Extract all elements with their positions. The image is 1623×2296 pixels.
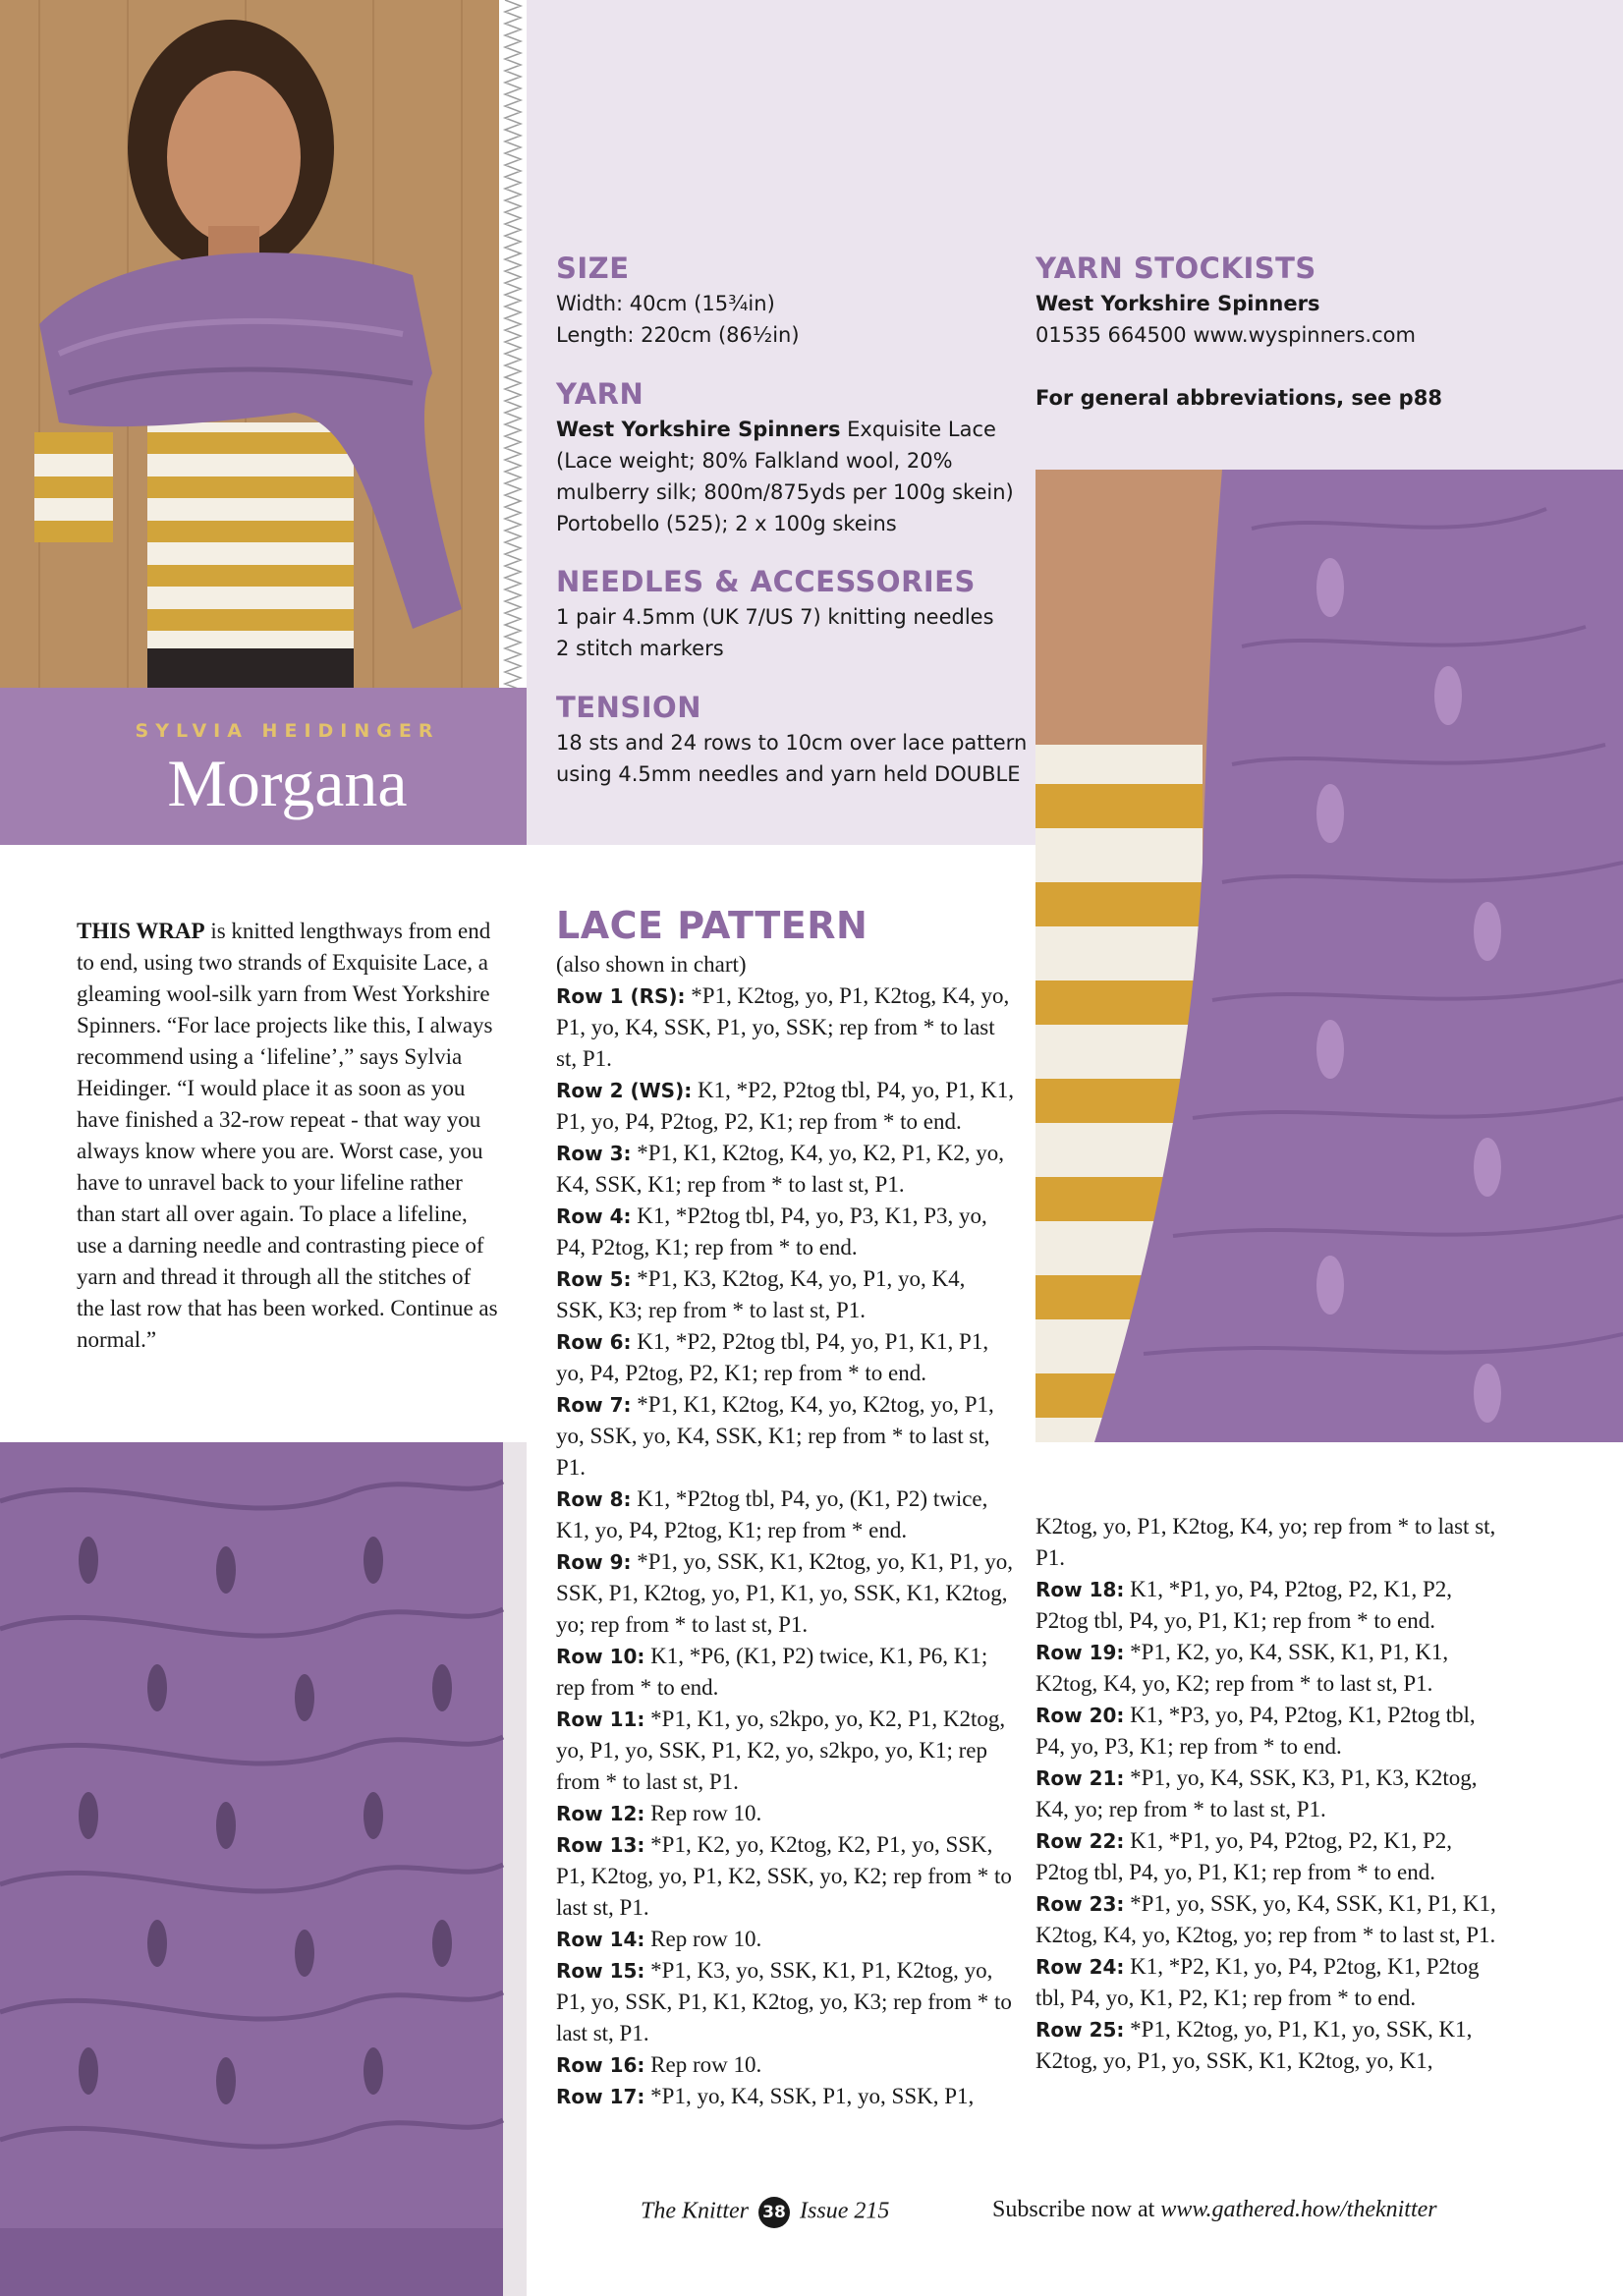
pattern-row	[1035, 1951, 1497, 2014]
pattern-row	[1035, 1637, 1497, 1700]
yarn-product: Exquisite Lace	[840, 418, 996, 441]
pattern-row	[556, 1138, 1018, 1201]
row-instructions: Rep row 10.	[644, 1927, 762, 1951]
lace-subheading: (also shown in chart)	[556, 952, 747, 977]
lace-pattern-heading: LACE PATTERN	[556, 904, 868, 947]
row-instructions: K1, *P1, yo, P4, P2tog, P2, K1, P2, P2tog tbl, P4, yo, P1, K1; rep from * to end.	[1035, 1828, 1452, 1884]
pattern-row	[1035, 1763, 1497, 1825]
tension-line-1: 18 sts and 24 rows to 10cm over lace pattern	[556, 731, 1028, 755]
row-label: Row 21:	[1035, 1766, 1125, 1790]
intro-lead: THIS WRAP	[77, 919, 205, 943]
pattern-row	[556, 1263, 1018, 1326]
lace-column-1	[556, 949, 1018, 2112]
row-instructions: *P1, K1, K2tog, K4, yo, K2tog, yo, P1, yo, SSK, yo, K4, SSK, K1; rep from * to last st, P1.	[556, 1392, 994, 1480]
row-label: Row 15:	[556, 1959, 645, 1983]
lace-column-2	[1035, 1511, 1497, 2077]
row-instructions: Rep row 10.	[644, 2052, 762, 2077]
tension-heading: TENSION	[556, 691, 701, 724]
size-width: Width: 40cm (15¾in)	[556, 292, 775, 315]
stockist-contact: 01535 664500 www.wyspinners.com	[1035, 323, 1416, 347]
yarn-heading: YARN	[556, 377, 644, 411]
pattern-row	[556, 1829, 1018, 1924]
size-lines	[556, 288, 800, 351]
row-label: Row 10:	[556, 1645, 645, 1668]
pattern-row	[1035, 1888, 1497, 1951]
row-label: Row 17:	[556, 2085, 645, 2108]
row-label: Row 11:	[556, 1708, 645, 1731]
row-instructions: K1, *P3, yo, P4, P2tog, K1, P2tog tbl, P4, yo, P3, K1; rep from * to end.	[1035, 1703, 1476, 1759]
pattern-row	[556, 1955, 1018, 2049]
subscribe-url[interactable]: www.gathered.how/theknitter	[1160, 2197, 1437, 2222]
stockists-heading: YARN STOCKISTS	[1035, 252, 1316, 285]
row-label: Row 18:	[1035, 1578, 1125, 1601]
row-instructions: *P1, K1, K2tog, K4, yo, K2, P1, K2, yo, K4, SSK, K1; rep from * to last st, P1.	[556, 1141, 1005, 1197]
row-instructions: *P1, K2, yo, K4, SSK, K1, P1, K1, K2tog, K4, yo, K2; rep from * to last st, P1.	[1035, 1640, 1449, 1696]
pattern-row	[1035, 1574, 1497, 1637]
row-label: Row 12:	[556, 1802, 645, 1825]
abbreviations-text: For general abbreviations, see p88	[1035, 386, 1442, 410]
row-instructions: K1, *P2, P2tog tbl, P4, yo, P1, K1, P1, yo, P4, P2tog, P2, K1; rep from * to end.	[556, 1329, 989, 1385]
needles-line-2: 2 stitch markers	[556, 637, 724, 660]
intro-body: is knitted lengthways from end to end, using two strands of Exquisite Lace, a gleaming wool-silk yarn from West Yorkshire Spinners. “For lace projects like this, I always recommend using a ‘lifeline’,” says Sylvia Heidinger. “I would place it as soon as you have finished a 32-row repeat - that way you always know where you are. Worst case, you have to unravel back to your lifeline rather than start all over again. To place a lifeline, use a darning needle and contrasting piece of yarn and thread it through all the stitches of the last row that has been worked. Continue as normal.”	[77, 919, 498, 1352]
row-instructions: K1, *P2, P2tog tbl, P4, yo, P1, K1, P1, yo, P4, P2tog, P2, K1; rep from * to end.	[556, 1078, 1015, 1134]
pattern-row	[556, 1641, 1018, 1704]
designer-name: SYLVIA HEIDINGER	[135, 720, 440, 742]
pattern-row	[556, 1704, 1018, 1798]
pattern-row	[1035, 1511, 1497, 1574]
row-instructions: *P1, yo, K4, SSK, P1, yo, SSK, P1,	[644, 2084, 975, 2108]
pattern-row	[1035, 2014, 1497, 2077]
row-instructions: *P1, K1, yo, s2kpo, yo, K2, P1, K2tog, yo, P1, yo, SSK, P1, K2, yo, s2kpo, yo, K1; rep from * to last st, P1.	[556, 1707, 1006, 1794]
row-label: Row 22:	[1035, 1829, 1125, 1853]
row-instructions: K1, *P1, yo, P4, P2tog, P2, K1, P2, P2tog tbl, P4, yo, P1, K1; rep from * to end.	[1035, 1577, 1452, 1633]
row-instructions: *P1, yo, K4, SSK, K3, P1, K3, K2tog, K4, yo; rep from * to last st, P1.	[1035, 1765, 1478, 1821]
row-instructions: Rep row 10.	[644, 1801, 762, 1825]
abbreviations-note	[1035, 382, 1442, 414]
row-instructions: K2tog, yo, P1, K2tog, K4, yo; rep from * to last st, P1.	[1035, 1514, 1496, 1570]
row-label: Row 19:	[1035, 1641, 1125, 1664]
pattern-title: Morgana	[167, 746, 408, 820]
footer-magazine	[641, 2197, 889, 2228]
yarn-line-4: Portobello (525); 2 x 100g skeins	[556, 512, 897, 535]
stockist-name	[1035, 288, 1416, 319]
lace-rows-2	[1035, 1511, 1497, 2077]
row-instructions: *P1, K3, K2tog, K4, yo, P1, yo, K4, SSK, K3; rep from * to last st, P1.	[556, 1266, 966, 1322]
row-instructions: *P1, yo, SSK, K1, K2tog, yo, K1, P1, yo, SSK, P1, K2tog, yo, P1, K1, yo, SSK, K1, K2tog, yo; rep from * to last st, P1.	[556, 1549, 1013, 1637]
row-label: Row 9:	[556, 1550, 632, 1574]
pattern-row	[556, 1389, 1018, 1484]
row-label: Row 25:	[1035, 2018, 1125, 2042]
row-instructions: K1, *P2tog tbl, P4, yo, (K1, P2) twice, K1, yo, P4, P2tog, K1; rep from * end.	[556, 1486, 988, 1542]
pattern-row	[1035, 1825, 1497, 1888]
row-label: Row 14:	[556, 1928, 645, 1951]
row-label: Row 16:	[556, 2053, 645, 2077]
yarn-brand: West Yorkshire Spinners	[556, 418, 841, 441]
stockists-lines	[1035, 288, 1416, 351]
row-label: Row 5:	[556, 1267, 632, 1291]
pattern-row	[556, 980, 1018, 1075]
pattern-row	[556, 1546, 1018, 1641]
yarn-line-1	[556, 414, 1014, 445]
model-photo	[0, 0, 499, 688]
intro-paragraph	[77, 916, 501, 1356]
lace-rows-1	[556, 980, 1018, 2112]
row-label: Row 3:	[556, 1142, 632, 1165]
row-instructions: *P1, K2tog, yo, P1, K2tog, K4, yo, P1, yo, K4, SSK, P1, yo, SSK; rep from * to last st, P1.	[556, 983, 1010, 1071]
row-label: Row 7:	[556, 1393, 632, 1417]
row-instructions: *P1, K2, yo, K2tog, K2, P1, yo, SSK, P1, K2tog, yo, P1, K2, SSK, yo, K2; rep from * to last st, P1.	[556, 1832, 1012, 1920]
pattern-row	[556, 1798, 1018, 1829]
tension-lines	[556, 727, 1027, 790]
lace-detail-photo	[0, 1442, 527, 2296]
pattern-row	[556, 1326, 1018, 1389]
row-label: Row 4:	[556, 1204, 632, 1228]
needles-heading: NEEDLES & ACCESSORIES	[556, 565, 976, 598]
yarn-lines	[556, 414, 1014, 539]
row-instructions: *P1, yo, SSK, yo, K4, SSK, K1, P1, K1, K2tog, K4, yo, K2tog, yo; rep from * to last st, P1.	[1035, 1891, 1496, 1947]
yarn-line-2: (Lace weight; 80% Falkland wool, 20%	[556, 449, 953, 473]
subscribe-text: Subscribe now at	[992, 2197, 1161, 2222]
issue-number: Issue 215	[800, 2198, 890, 2224]
row-instructions: K1, *P6, (K1, P2) twice, K1, P6, K1; rep from * to end.	[556, 1644, 988, 1700]
row-label: Row 23:	[1035, 1892, 1125, 1916]
size-heading: SIZE	[556, 252, 630, 285]
pattern-row	[556, 1924, 1018, 1955]
size-length: Length: 220cm (86½in)	[556, 323, 800, 347]
pattern-row	[556, 1484, 1018, 1546]
row-label: Row 24:	[1035, 1955, 1125, 1979]
stockist-name-text: West Yorkshire Spinners	[1035, 292, 1320, 315]
pattern-row	[556, 1075, 1018, 1138]
closeup-photo	[1035, 470, 1623, 1442]
pattern-row	[556, 1201, 1018, 1263]
row-label: Row 1 (RS):	[556, 984, 686, 1008]
pattern-row	[556, 2081, 1018, 2112]
pattern-row	[556, 2049, 1018, 2081]
row-label: Row 2 (WS):	[556, 1079, 693, 1102]
row-label: Row 20:	[1035, 1704, 1125, 1727]
footer-subscribe	[992, 2197, 1437, 2223]
row-instructions: K1, *P2tog tbl, P4, yo, P3, K1, P3, yo, P4, P2tog, K1; rep from * to end.	[556, 1204, 987, 1260]
pattern-row	[1035, 1700, 1497, 1763]
row-instructions: *P1, K3, yo, SSK, K1, P1, K2tog, yo, P1, yo, SSK, P1, K1, K2tog, yo, K3; rep from * to last st, P1.	[556, 1958, 1012, 2045]
magazine-name: The Knitter	[641, 2198, 750, 2224]
row-instructions: K1, *P2, K1, yo, P4, P2tog, K1, P2tog tbl, P4, yo, K1, P2, K1; rep from * to end.	[1035, 1954, 1480, 2010]
needles-line-1: 1 pair 4.5mm (UK 7/US 7) knitting needles	[556, 605, 994, 629]
yarn-line-3: mulberry silk; 800m/875yds per 100g skein)	[556, 480, 1014, 504]
row-label: Row 13:	[556, 1833, 645, 1857]
row-label: Row 8:	[556, 1487, 632, 1511]
row-instructions: *P1, K2tog, yo, P1, K1, yo, SSK, K1, K2tog, yo, P1, yo, SSK, K1, K2tog, yo, K1,	[1035, 2017, 1473, 2073]
page-number: 38	[758, 2197, 790, 2228]
tension-line-2: using 4.5mm needles and yarn held DOUBLE	[556, 762, 1021, 786]
row-label: Row 6:	[556, 1330, 632, 1354]
needles-lines	[556, 601, 994, 664]
